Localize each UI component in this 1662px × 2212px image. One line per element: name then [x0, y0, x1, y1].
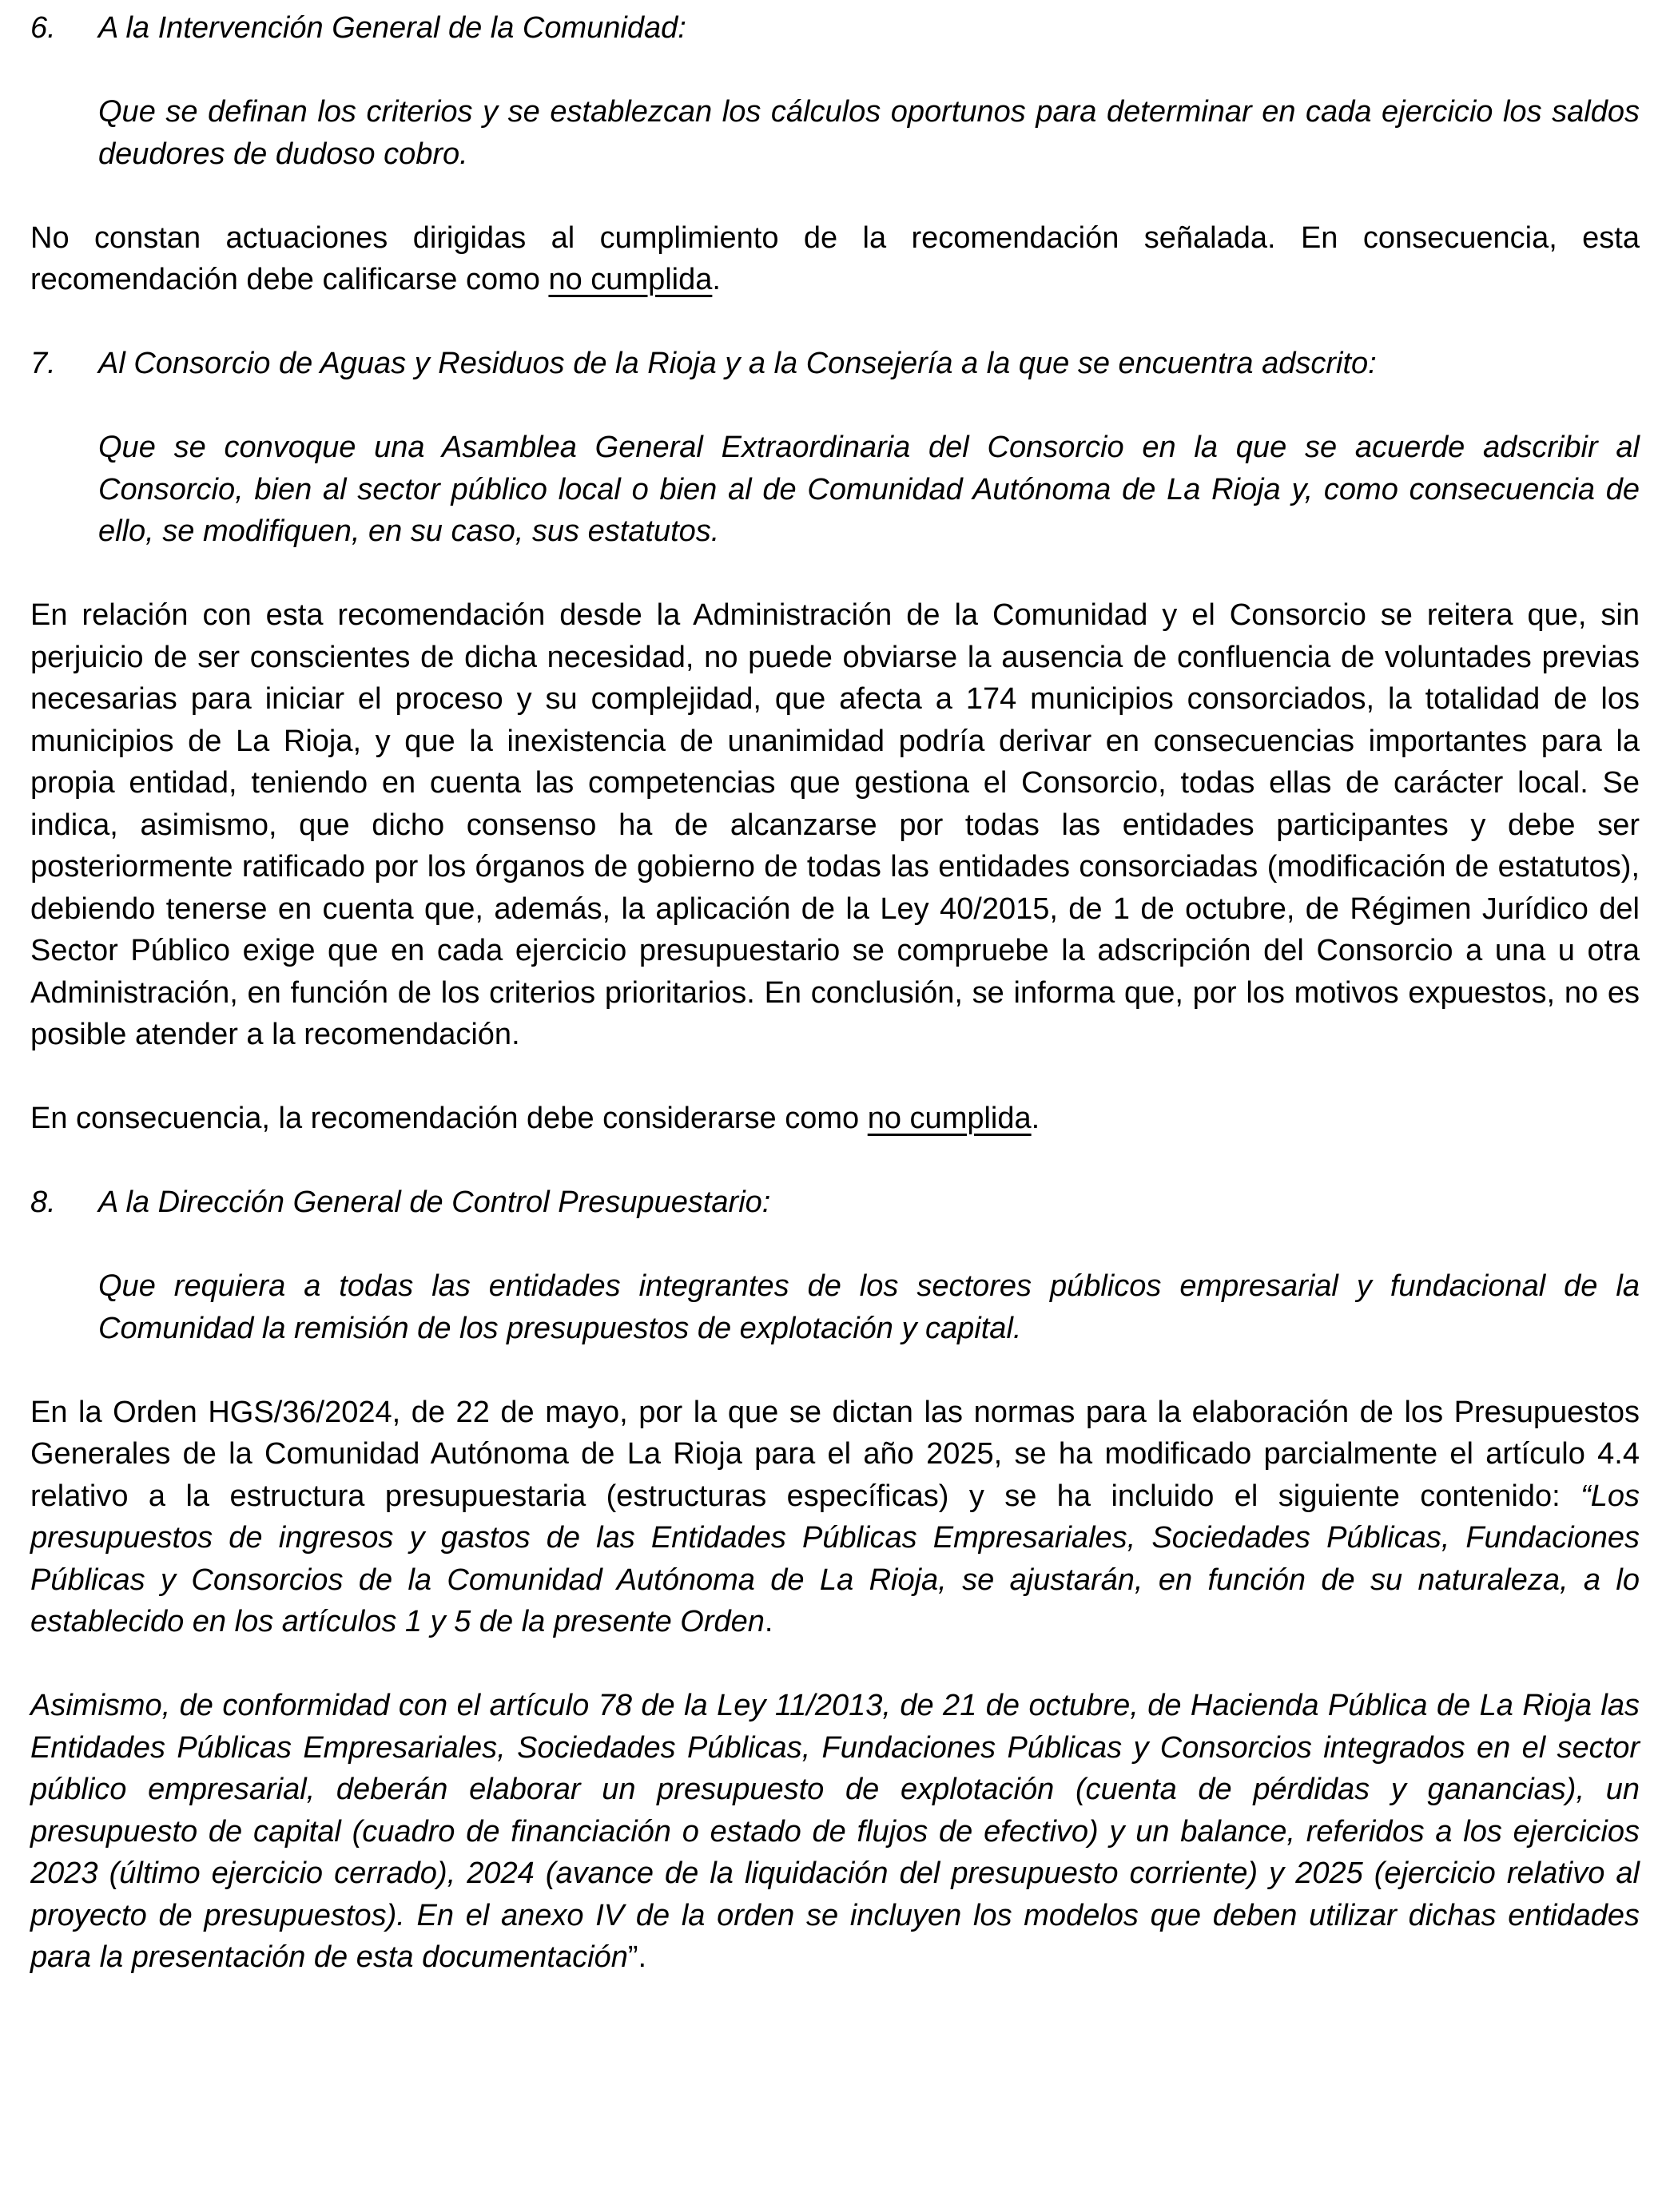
underlined-status: no cumplida — [548, 263, 713, 296]
recommendation-quote — [98, 1265, 1640, 1349]
section-item-heading — [30, 7, 1640, 50]
text-segment: En la Orden HGS/36/2024, de 22 de mayo, por la que se dictan las normas para la elaboración de los Presupuestos Generales de la Comunidad Autónoma de La Rioja para el año 2025, se ha modificado parcialmente el artículo 4.4 relativo a la estructura presupuestaria (estructuras específicas) y se ha incluido el siguiente contenido: — [30, 1395, 1640, 1513]
text-segment: . — [712, 263, 721, 296]
body-paragraph — [30, 217, 1640, 301]
body-paragraph — [30, 1098, 1640, 1140]
underlined-status: no cumplida — [867, 1102, 1032, 1135]
text-segment: . — [1031, 1102, 1040, 1135]
text-segment: En relación con esta recomendación desde la Administración de la Comunidad y el Consorcio se reitera que, sin perjuicio de ser conscientes de dicha necesidad, no puede obviarse la ausencia de confluencia de voluntades previas necesarias para iniciar el proceso y su complejidad, que afecta a 174 municipios consorciados, la totalidad de los municipios de La Rioja, y que la inexistencia de unanimidad podría derivar en consecuencias importantes para la propia entidad, teniendo en cuenta las competencias que gestiona el Consorcio, todas ellas de carácter local. Se indica, asimismo, que dicho consenso ha de alcanzarse por todas las entidades participantes y debe ser posteriormente ratificado por los órganos de gobierno de todas las entidades consorciadas (modificación de estatutos), debiendo tenerse en cuenta que, además, la aplicación de la Ley 40/2015, de 1 de octubre, de Régimen Jurídico del Sector Público exige que en cada ejercicio presupuestario se compruebe la adscripción del Consorcio a una u otra Administración, en función de los criterios prioritarios. En conclusión, se informa que, por los motivos expuestos, no es posible atender a la recomendación. — [30, 598, 1640, 1051]
item-number: 6. — [30, 11, 56, 45]
item-number: 8. — [30, 1185, 56, 1219]
recommendation-quote — [98, 427, 1640, 553]
body-paragraph — [30, 594, 1640, 1056]
text-segment: No constan actuaciones dirigidas al cumplimiento de la recomendación señalada. En consecuencia, esta recomendación debe calificarse como — [30, 220, 1640, 296]
text-segment: A la Dirección General de Control Presupuestario: — [98, 1185, 771, 1219]
text-segment: A la Intervención General de la Comunidad: — [98, 11, 686, 45]
text-segment: ”. — [627, 1940, 647, 1974]
text-segment: “Los presupuestos de ingresos y gastos de las Entidades Públicas Empresariales, Sociedades Públicas, Fundaciones Públicas y Consorcios de la Comunidad Autónoma de La Rioja, se ajustarán, en función de su naturaleza, a lo establecido en los artículos 1 y 5 de la presente Orden — [30, 1479, 1640, 1638]
text-segment: . — [764, 1605, 773, 1638]
text-segment: Que requiera a todas las entidades integrantes de los sectores públicos empresarial y fundacional de la Comunidad la remisión de los presupuestos de explotación y capital. — [98, 1269, 1640, 1345]
text-segment: Que se convoque una Asamblea General Extraordinaria del Consorcio en la que se acuerde adscribir al Consorcio, bien al sector público local o bien al de Comunidad Autónoma de La Rioja y, como consecuencia de ello, se modifiquen, en su caso, sus estatutos. — [98, 431, 1640, 548]
item-number: 7. — [30, 347, 56, 380]
text-segment: Asimismo, de conformidad con el artículo 78 de la Ley 11/2013, de 21 de octubre, de Hacienda Pública de La Rioja las Entidades Públicas Empresariales, Sociedades Públicas, Fundaciones Públicas y Consorcios integrados en el sector público empresarial, deberán elaborar un presupuesto de explotación (cuenta de pérdidas y ganancias), un presupuesto de capital (cuadro de financiación o estado de flujos de efectivo) y un balance, referidos a los ejercicios 2023 (último ejercicio cerrado), 2024 (avance de la liquidación del presupuesto corriente) y 2025 (ejercicio relativo al proyecto de presupuestos). En el anexo IV de la orden se incluyen los modelos que deben utilizar dichas entidades para la presentación de esta documentación — [30, 1689, 1640, 1974]
section-item-heading — [30, 1181, 1640, 1224]
body-paragraph — [30, 1392, 1640, 1643]
text-segment: Que se definan los criterios y se establezcan los cálculos oportunos para determinar en cada ejercicio los saldos deudores de dudoso cobro. — [98, 95, 1640, 171]
body-paragraph — [30, 1685, 1640, 1979]
section-item-heading — [30, 343, 1640, 385]
recommendation-quote — [98, 91, 1640, 175]
text-segment: Al Consorcio de Aguas y Residuos de la Rioja y a la Consejería a la que se encuentra adscrito: — [98, 347, 1377, 380]
text-segment: En consecuencia, la recomendación debe considerarse como — [30, 1102, 868, 1135]
